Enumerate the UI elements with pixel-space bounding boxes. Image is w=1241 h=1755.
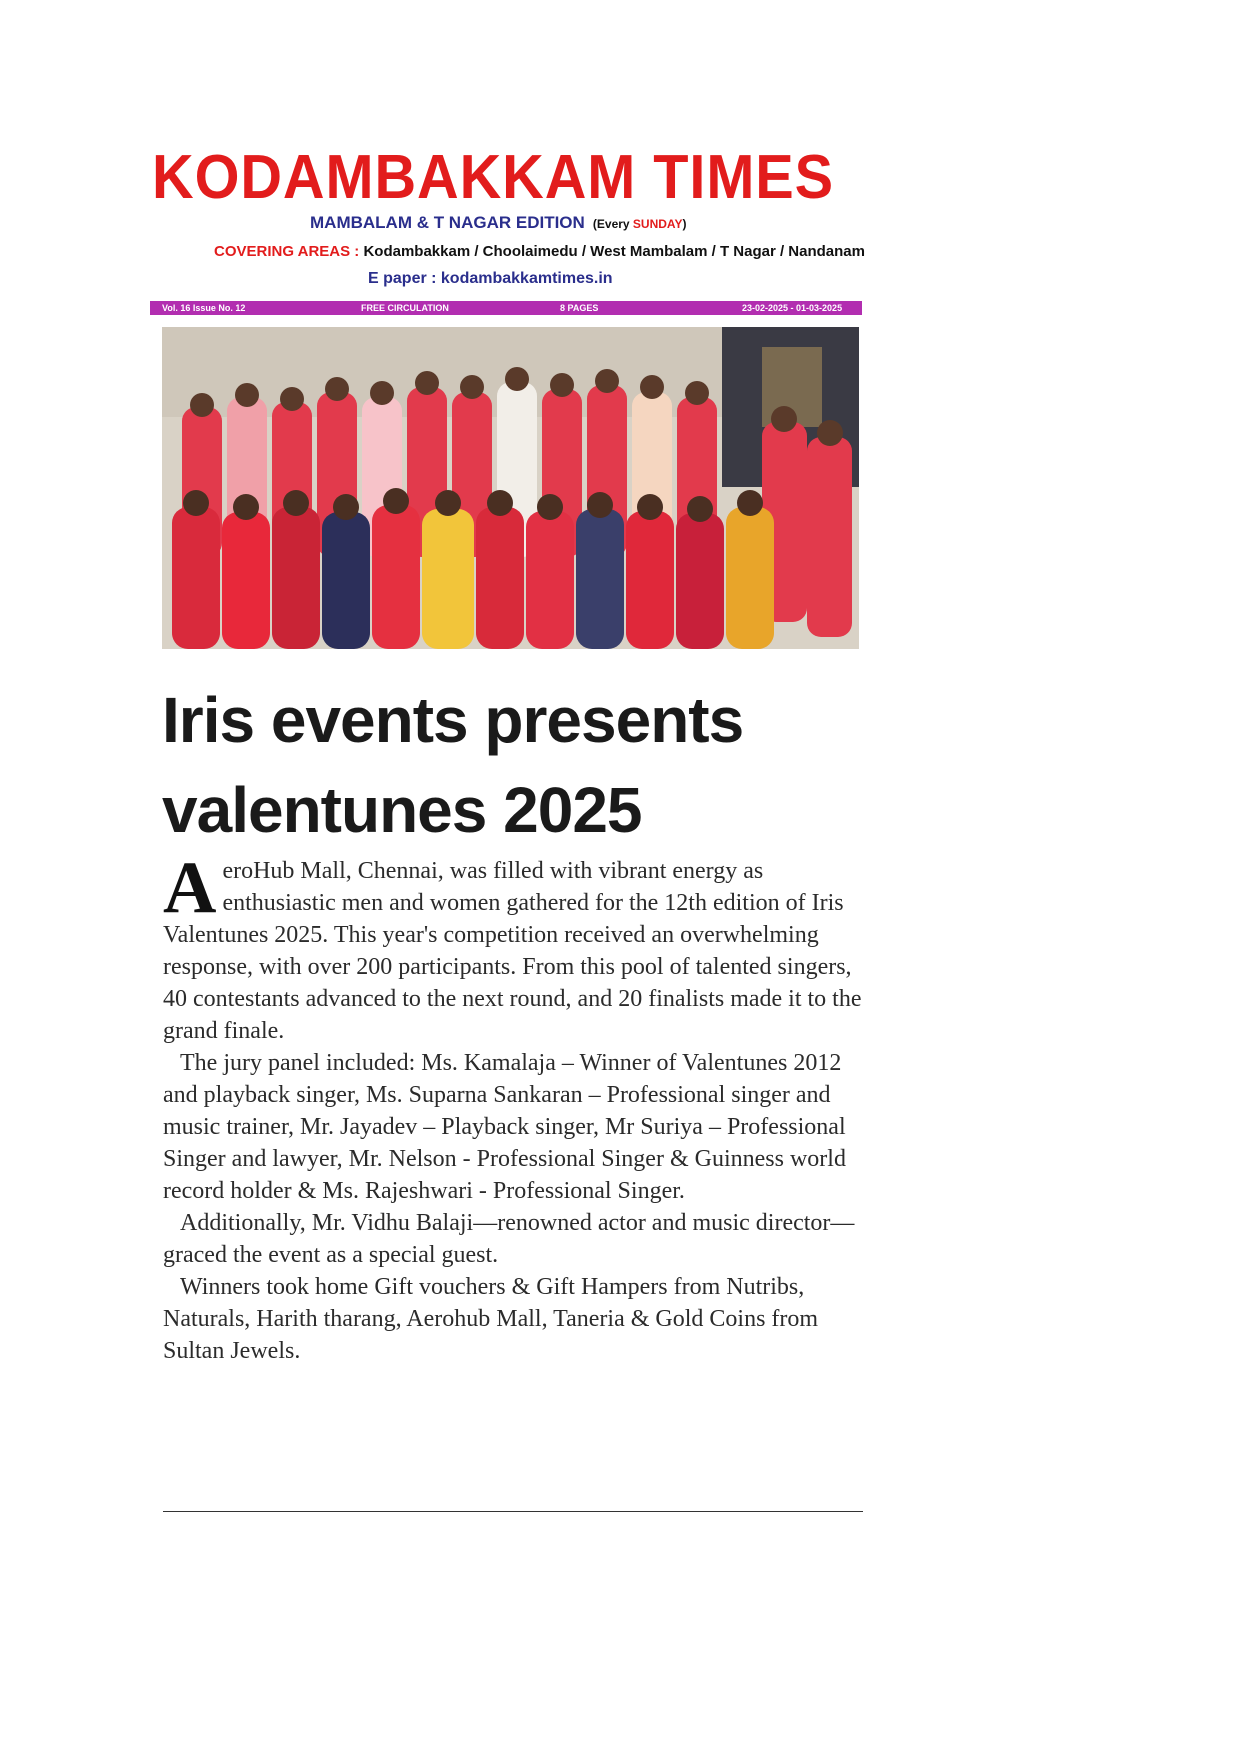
circulation: FREE CIRCULATION [361,303,449,313]
issue-info-bar [150,301,862,315]
headline-line-1: Iris events presents [162,684,744,756]
article-end-rule [163,1511,863,1512]
issue-dates: 23-02-2025 - 01-03-2025 [742,303,843,313]
edition-line [310,213,687,233]
article-headline [162,675,862,855]
edition-name: MAMBALAM & T NAGAR EDITION [310,213,585,232]
paragraph-4: Winners took home Gift vouchers & Gift Hampers from Nutribs, Naturals, Harith tharang, Aerohub Mall, Taneria & Gold Coins from Sultan Jewels. [163,1274,819,1364]
epaper-link: E paper : kodambakkamtimes.in [368,270,613,287]
frequency [590,217,687,231]
article-body [163,847,863,1367]
paragraph-1-text: eroHub Mall, Chennai, was filled with vibrant energy as enthusiastic men and women gathered for the 12th edition of Iris Valentunes 2025. This year's competition received an overwhelming response, with over 200 participants. From this pool of talented singers, 40 contestants advanced to the next round, and 20 finalists made it to the grand finale. [163,858,862,1044]
frequency-prefix: (Every [592,217,633,231]
page-count: 8 PAGES [560,303,599,313]
headline-line-2: valentunes 2025 [162,774,642,846]
frequency-suffix: ) [682,217,687,231]
frequency-day: SUNDAY [632,217,683,231]
group-photo [162,327,859,649]
issue-number: Vol. 16 Issue No. 12 [162,303,246,313]
group-photo-illustration [162,327,859,649]
covering-label: COVERING AREAS : [214,243,360,260]
paragraph-1 [163,847,863,1047]
paragraph-2: The jury panel included: Ms. Kamalaja – Winner of Valentunes 2012 and playback singer, Ms. Suparna Sankaran – Professional singer and music trainer, Mr. Jayadev – Playback singer, Mr Suriya – Professional Singer and lawyer, Mr. Nelson - Professional Singer & Guinness world record holder & Ms. Rajeshwari - Professional Singer. [163,1050,846,1204]
masthead-title: KODAMBAKKAM TIMES [152,143,835,212]
covering-areas-line [214,243,865,260]
drop-cap: A [163,847,217,929]
covering-areas: Kodambakkam / Choolaimedu / West Mambalam / T Nagar / Nandanam [363,243,865,260]
paragraph-3: Additionally, Mr. Vidhu Balaji—renowned actor and music director—graced the event as a special guest. [163,1210,855,1268]
